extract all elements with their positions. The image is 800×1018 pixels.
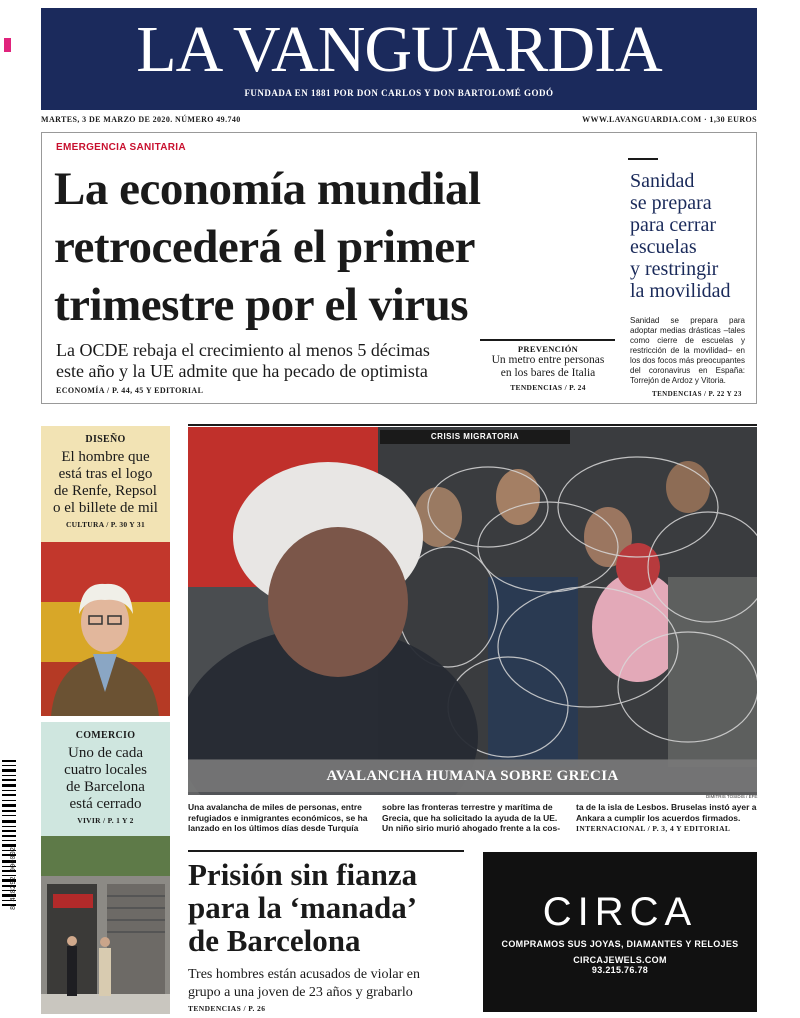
lead-headline-line: retrocederá el primer xyxy=(54,221,475,273)
circa-advertisement[interactable] xyxy=(483,852,757,1012)
sanidad-headline-line: Sanidad xyxy=(630,170,695,192)
masthead-logo[interactable]: LA VANGUARDIA xyxy=(136,13,662,86)
prevencion-line: en los bares de Italia xyxy=(500,367,596,379)
diseno-text xyxy=(41,449,170,517)
comercio-line: cuatro locales xyxy=(64,762,147,778)
sanidad-headline-line: para cerrar xyxy=(630,214,717,236)
manada-section[interactable]: TENDENCIAS / P. 26 xyxy=(188,1004,266,1013)
lead-kicker: EMERGENCIA SANITARIA xyxy=(56,142,186,153)
masthead[interactable] xyxy=(41,8,757,110)
lead-section[interactable]: ECONOMÍA / P. 44, 45 Y EDITORIAL xyxy=(56,386,204,395)
comercio-line: Uno de cada xyxy=(68,745,143,761)
manada-deck xyxy=(188,966,478,1002)
lead-headline-line: La economía mundial xyxy=(54,163,481,215)
color-registration-mark xyxy=(4,38,11,52)
masthead-founded: FUNDADA EN 1881 POR DON CARLOS Y DON BARTOLOMÉ GODÓ xyxy=(244,88,554,98)
lead-headline-line: trimestre por el virus xyxy=(54,279,469,331)
lead-deck xyxy=(56,340,496,382)
prevencion-section: TENDENCIAS / P. 24 xyxy=(510,383,586,392)
comercio-kicker: COMERCIO xyxy=(75,730,136,741)
diseno-section: CULTURA / P. 30 Y 31 xyxy=(65,520,146,529)
lead-deck-line: La OCDE rebaja el crecimiento al menos 5 décimas xyxy=(56,340,430,360)
manada-deck-line: grupo a una joven de 23 años y grabarlo xyxy=(188,985,413,1000)
prevencion-text xyxy=(478,354,618,380)
sanidad-headline-line: se prepara xyxy=(630,192,712,214)
sanidad-section[interactable]: TENDENCIAS / P. 22 Y 23 xyxy=(652,390,742,398)
photo-caption[interactable]: AVALANCHA HUMANA SOBRE GRECIA xyxy=(188,760,757,792)
prevencion-brief[interactable] xyxy=(478,344,618,392)
sanidad-headline[interactable] xyxy=(630,170,750,302)
sanidad-headline-line: y restringir xyxy=(630,258,719,280)
photo-text-col-2: sobre las fronteras terrestre y marítima de Grecia, que ha solicitado la ayuda de la UE. Un niño sirio murió ahogado frente a la cos- xyxy=(382,802,561,833)
prevencion-line: Un metro entre personas xyxy=(491,354,605,366)
comercio-section: VIVIR / P. 1 Y 2 xyxy=(77,816,134,825)
lead-deck-line: este año y la UE admite que ha pecado de optimista xyxy=(56,361,428,381)
shopfront-photo xyxy=(41,836,170,1014)
manada-headline-line: para la ‘manada’ xyxy=(188,890,418,925)
comercio-box[interactable] xyxy=(41,722,170,836)
lead-headline[interactable] xyxy=(54,160,614,334)
diseno-line: de Renfe, Repsol xyxy=(54,483,157,499)
divider xyxy=(188,850,464,852)
dateline xyxy=(41,115,757,124)
migrants-border-photo xyxy=(188,427,757,795)
divider xyxy=(628,158,658,160)
diseno-kicker: DISEÑO xyxy=(85,434,126,445)
diseno-box[interactable] xyxy=(41,426,170,542)
ad-brand: CIRCA xyxy=(542,890,698,934)
manada-headline-line: Prisión sin fianza xyxy=(188,857,418,892)
diseno-line: o el billete de mil xyxy=(53,500,158,516)
website-price[interactable]: WWW.LAVANGUARDIA.COM · 1,30 EUROS xyxy=(582,115,757,124)
diseno-line: está tras el logo xyxy=(58,466,153,482)
manada-headline-line: de Barcelona xyxy=(188,923,361,958)
divider xyxy=(188,424,757,426)
photo-text-col-1: Una avalancha de miles de personas, entre refugiados e inmigrantes económicos, se ha lanzado en los últimos días desde Turquía xyxy=(188,802,368,833)
photo-text-col-3: ta de la isla de Lesbos. Bruselas instó ayer a Ankara a cumplir los acuerdos firmados. xyxy=(576,802,757,823)
issue-date: MARTES, 3 DE MARZO DE 2020. NÚMERO 49.740 xyxy=(41,115,241,124)
sanidad-headline-line: escuelas xyxy=(630,236,697,258)
designer-portrait-photo xyxy=(41,542,170,716)
barcode xyxy=(2,760,30,960)
comercio-line: está cerrado xyxy=(69,796,142,812)
sanidad-body: Sanidad se prepara para adoptar medias drásticas –tales como cierre de escuelas y restricción de la movilidad– en los dos focos más preocupantes del coronavirus en España: Torrejón de Ardoz y Vitoria. xyxy=(630,316,745,385)
divider xyxy=(480,339,615,341)
manada-headline[interactable] xyxy=(188,858,478,957)
sanidad-headline-line: la movilidad xyxy=(630,280,731,302)
barcode-number: 8 428292 000002 xyxy=(10,846,18,910)
ad-tagline: COMPRAMOS SUS JOYAS, DIAMANTES Y RELOJES xyxy=(501,939,739,949)
photo-section[interactable]: INTERNACIONAL / P. 3, 4 Y EDITORIAL xyxy=(576,824,731,833)
comercio-line: de Barcelona xyxy=(66,779,145,795)
manada-deck-line: Tres hombres están acusados de violar en xyxy=(188,967,420,982)
photo-label: CRISIS MIGRATORIA xyxy=(380,430,570,444)
prevencion-kicker: PREVENCIÓN xyxy=(517,344,579,354)
ad-website: CIRCAJEWELS.COM xyxy=(573,955,667,965)
comercio-text xyxy=(41,745,170,813)
ad-phone: 93.215.76.78 xyxy=(591,965,649,975)
photo-credit: DIMITRIS TOSIDIS / EFE xyxy=(706,794,758,799)
diseno-line: El hombre que xyxy=(61,449,150,465)
